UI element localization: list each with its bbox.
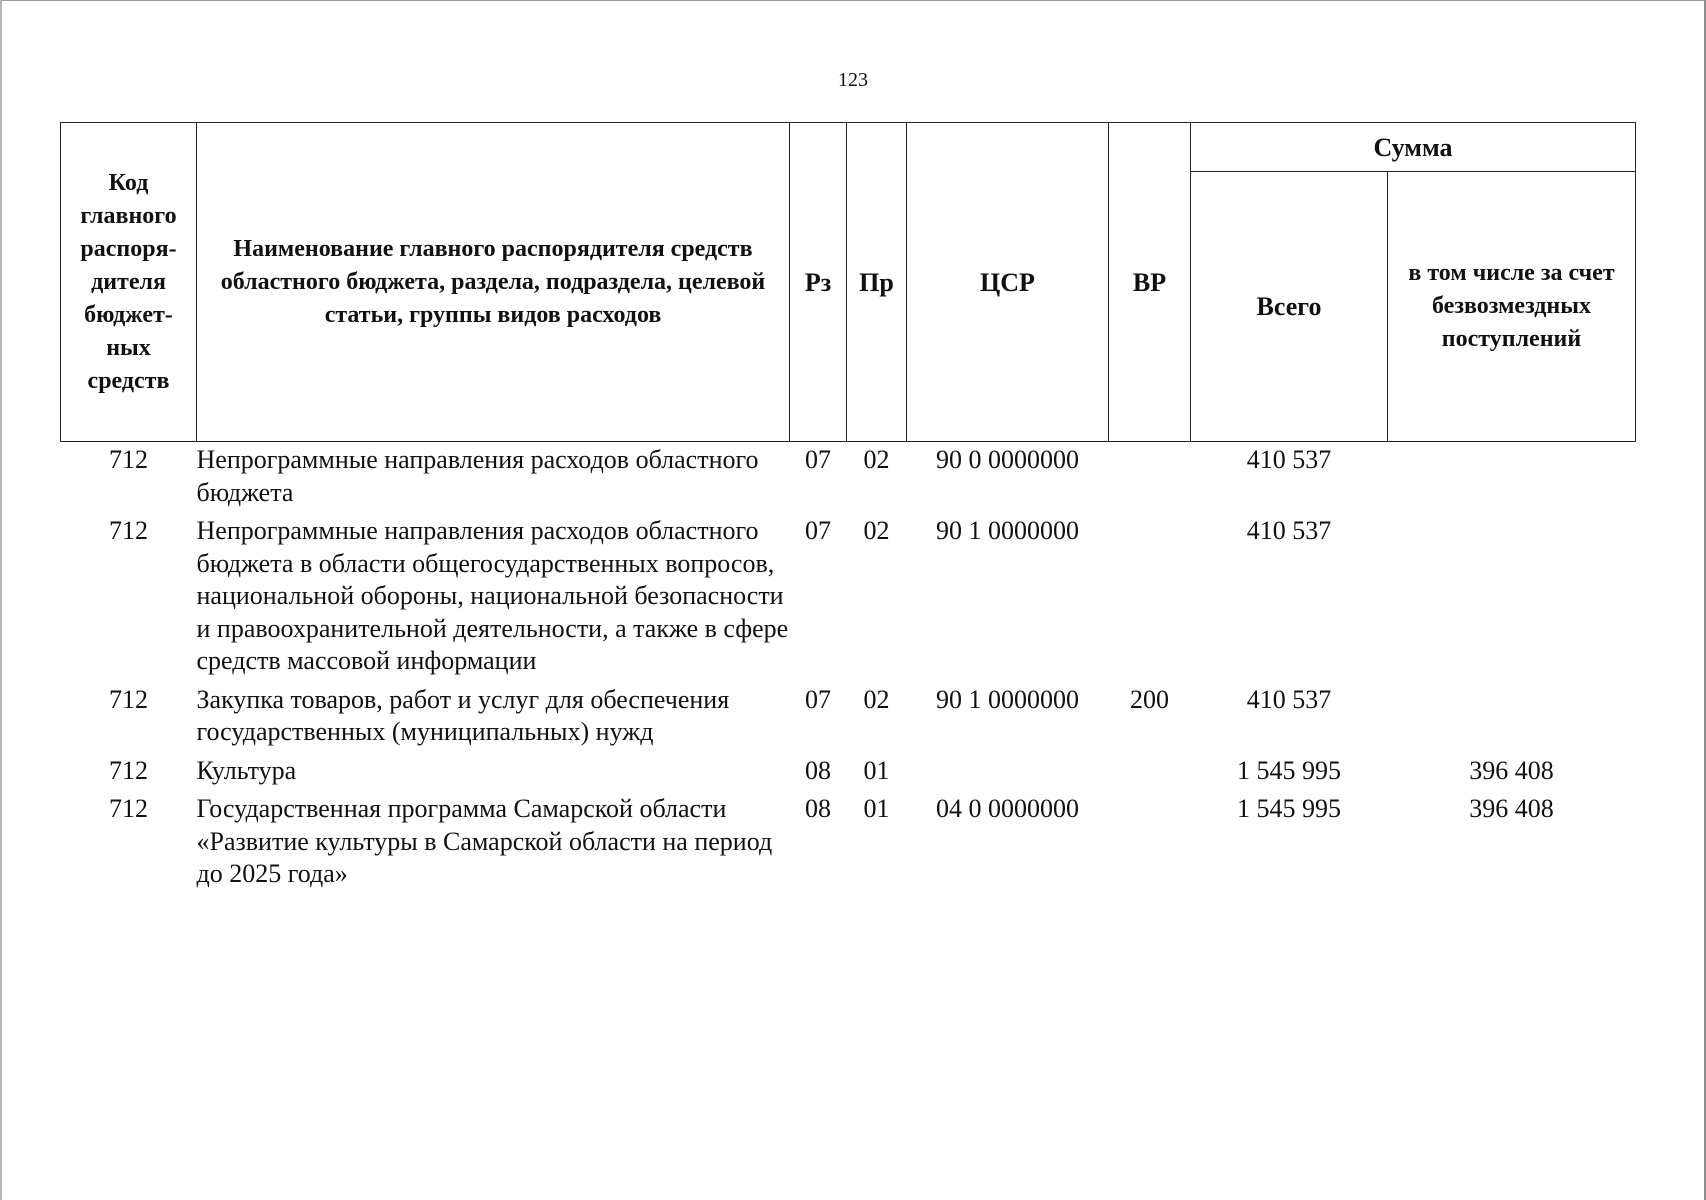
page-edge-left <box>0 0 2 1200</box>
cell-pr: 01 <box>863 755 890 785</box>
table-row <box>61 684 1636 755</box>
table-body <box>61 442 1636 897</box>
cell-total: 410 537 <box>1246 445 1332 474</box>
cell-vr <box>1109 793 1191 897</box>
cell-total: 1 545 995 <box>1237 794 1341 823</box>
cell-code: 712 <box>109 516 148 545</box>
cell-name: Закупка товаров, работ и услуг для обеспечения государственных (муниципальных) нужд <box>196 684 730 746</box>
cell-name: Непрограммные направления расходов областного бюджета <box>196 445 759 507</box>
cell-rz: 07 <box>805 516 831 545</box>
cell-name: Культура <box>196 755 297 785</box>
cell-vr <box>1109 442 1191 516</box>
cell-free <box>1388 684 1636 755</box>
cell-pr: 02 <box>863 516 890 545</box>
cell-code: 712 <box>109 445 148 474</box>
table-header <box>61 123 1636 442</box>
page-number: 123 <box>838 69 868 91</box>
cell-rz: 08 <box>805 755 831 785</box>
header-code: Код главного распоря-дителя бюджет-ных средств <box>61 123 197 442</box>
cell-free <box>1388 515 1636 684</box>
cell-csr: 90 1 0000000 <box>936 516 1079 545</box>
header-rz: Рз <box>790 123 847 442</box>
cell-csr: 90 1 0000000 <box>936 684 1079 714</box>
header-sum: Сумма <box>1191 123 1636 172</box>
cell-total: 410 537 <box>1246 684 1332 714</box>
cell-free <box>1388 442 1636 516</box>
cell-name: Государственная программа Самарской области «Развитие культуры в Самарской области на период до 2025 года» <box>196 794 773 888</box>
cell-csr: 04 0 0000000 <box>936 794 1079 823</box>
cell-vr: 200 <box>1130 684 1169 714</box>
header-total: Всего <box>1191 172 1388 442</box>
cell-free: 396 408 <box>1469 755 1554 785</box>
cell-vr <box>1109 755 1191 794</box>
cell-total: 1 545 995 <box>1237 755 1341 785</box>
cell-name: Непрограммные направления расходов областного бюджета в области общегосударственных вопросов, национальной обороны, национальной безопасности и правоохранительной деятельности, а также в сфере средств массовой информации <box>196 516 789 675</box>
cell-code: 712 <box>109 755 148 785</box>
table-row <box>61 442 1636 516</box>
cell-vr <box>1109 515 1191 684</box>
cell-csr <box>907 755 1109 794</box>
header-vr: ВР <box>1109 123 1191 442</box>
cell-pr: 02 <box>863 684 890 714</box>
header-free: в том числе за счет безвозмездных поступлений <box>1388 172 1636 442</box>
cell-total: 410 537 <box>1246 516 1332 545</box>
header-name: Наименование главного распорядителя средств областного бюджета, раздела, подраздела, целевой статьи, группы видов расходов <box>197 123 790 442</box>
header-csr: ЦСР <box>907 123 1109 442</box>
cell-rz: 08 <box>805 794 831 823</box>
budget-table <box>60 122 1636 897</box>
cell-rz: 07 <box>805 445 831 474</box>
table-row <box>61 755 1636 794</box>
table-row <box>61 793 1636 897</box>
header-pr: Пр <box>847 123 907 442</box>
cell-pr: 01 <box>863 794 890 823</box>
table-row <box>61 515 1636 684</box>
page-edge-top <box>0 0 1706 1</box>
cell-csr: 90 0 0000000 <box>936 445 1079 474</box>
cell-free: 396 408 <box>1469 794 1554 823</box>
cell-pr: 02 <box>863 445 890 474</box>
cell-code: 712 <box>109 794 148 823</box>
cell-code: 712 <box>109 684 148 714</box>
cell-rz: 07 <box>805 684 831 714</box>
